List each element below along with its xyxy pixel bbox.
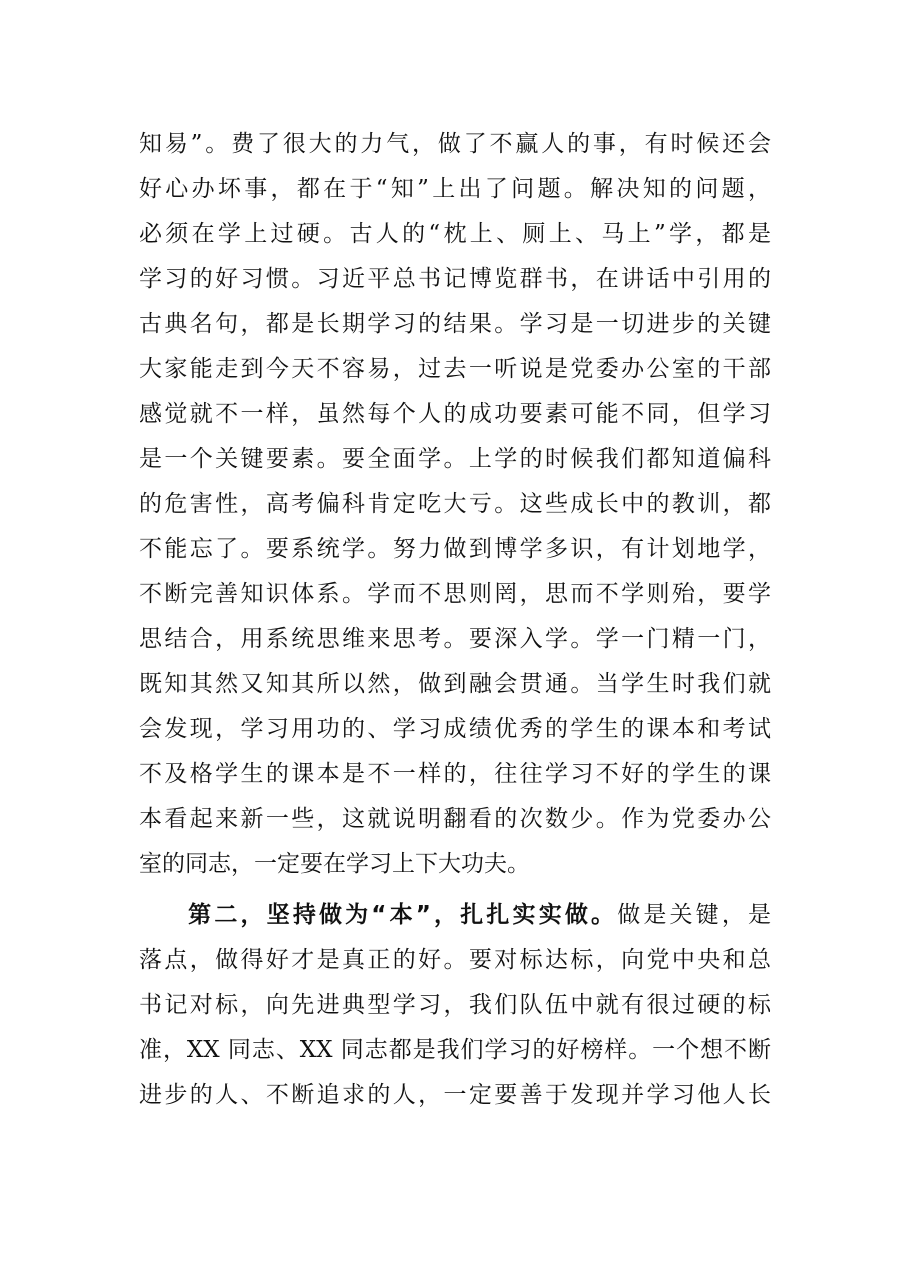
text-line-first [139,893,771,938]
document-body [139,122,771,1118]
text-line: 落点，做得好才是真正的好。要对标达标，向党中央和总 [139,947,771,973]
section-heading: 第二，坚持做为“本”，扎扎实实做。 [185,902,618,928]
text-line: 的危害性，高考偏科肯定吃大亏。这些成长中的教训，都 [139,491,771,517]
text-line: 会发现，学习用功的、学习成绩优秀的学生的课本和考试 [139,716,771,742]
text-line: 本看起来新一些，这就说明翻看的次数少。作为党委办公 [139,806,771,832]
text-line: 思结合，用系统思维来思考。要深入学。学一门精一门， [139,626,771,652]
heading-continuation: 做是关键，是 [617,902,771,928]
text-line: 学习的好习惯。习近平总书记博览群书，在讲话中引用的 [139,266,771,292]
text-line: 不能忘了。要系统学。努力做到博学多识，有计划地学， [139,536,771,562]
text-line: 室的同志，一定要在学习上下大功夫。 [139,851,530,877]
text-line: 进步的人、不断追求的人，一定要善于发现并学习他人长 [139,1082,771,1108]
paragraph-1 [139,122,771,887]
text-line: 知易”。费了很大的力气，做了不赢人的事，有时候还会 [139,131,771,157]
text-line: 不断完善知识体系。学而不思则罔，思而不学则殆，要学 [139,581,771,607]
text-line: 必须在学上过硬。古人的“枕上、厕上、马上”学，都是 [139,221,771,247]
text-line: 不及格学生的课本是不一样的，往往学习不好的学生的课 [139,761,771,787]
text-line: 感觉就不一样，虽然每个人的成功要素可能不同，但学习 [139,401,771,427]
text-line: 好心办坏事，都在于“知”上出了问题。解决知的问题， [139,176,771,202]
text-line: 书记对标，向先进典型学习，我们队伍中就有很过硬的标 [139,992,771,1018]
text-line: 既知其然又知其所以然，做到融会贯通。当学生时我们就 [139,671,771,697]
text-line: 古典名句，都是长期学习的结果。学习是一切进步的关键 [139,311,771,337]
paragraph-2 [139,893,771,1118]
text-line: 大家能走到今天不容易，过去一听说是党委办公室的干部 [139,356,771,382]
text-line: 是一个关键要素。要全面学。上学的时候我们都知道偏科 [139,446,771,472]
text-line: 准，XX 同志、XX 同志都是我们学习的好榜样。一个想不断 [139,1037,771,1063]
